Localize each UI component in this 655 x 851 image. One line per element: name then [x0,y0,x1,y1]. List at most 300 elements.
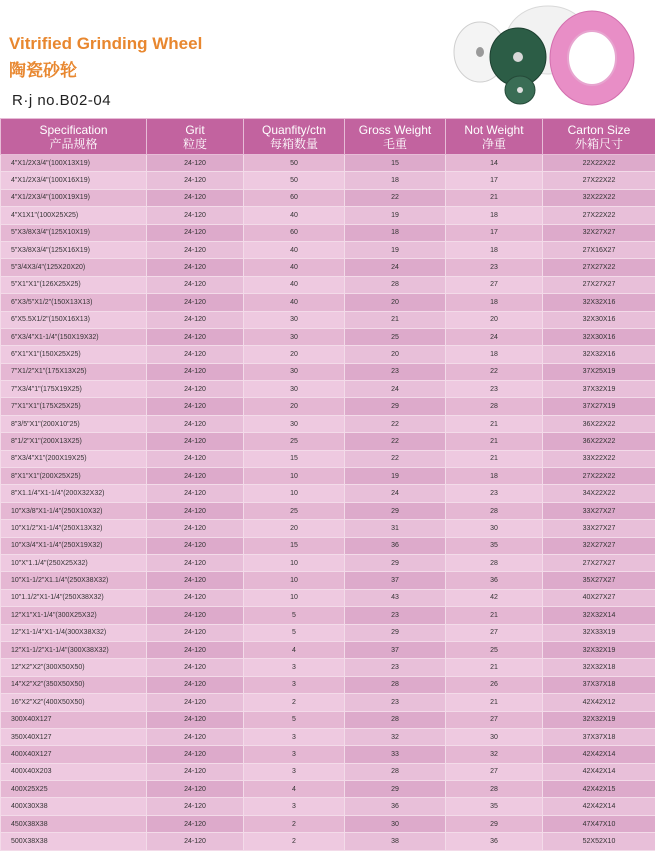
cell-carton-size: 37X37X18 [543,728,655,745]
cell-gross-weight: 22 [345,450,446,467]
cell-specification: 14"X2"X2"(350X50X50) [1,676,147,693]
cell-quantity-per-carton: 50 [244,172,345,189]
cell-net-weight: 27 [446,624,543,641]
column-header-carton-size [543,119,655,155]
cell-grit: 24-120 [147,833,244,850]
cell-quantity-per-carton: 40 [244,259,345,276]
cell-gross-weight: 23 [345,363,446,380]
cell-gross-weight: 22 [345,415,446,432]
cell-specification: 4"X1/2X3/4"(100X16X19) [1,172,147,189]
cell-grit: 24-120 [147,155,244,172]
cell-gross-weight: 28 [345,763,446,780]
cell-carton-size: 27X22X22 [543,468,655,485]
table-row [1,763,655,780]
table-row [1,415,655,432]
cell-gross-weight: 33 [345,746,446,763]
cell-quantity-per-carton: 25 [244,502,345,519]
table-row [1,676,655,693]
cell-quantity-per-carton: 5 [244,711,345,728]
table-row [1,189,655,206]
cell-gross-weight: 29 [345,781,446,798]
table-row [1,155,655,172]
cell-gross-weight: 29 [345,554,446,571]
cell-gross-weight: 28 [345,676,446,693]
cell-specification: 10"X1/2"X1-1/4"(250X13X32) [1,520,147,537]
cell-net-weight: 21 [446,450,543,467]
table-row [1,694,655,711]
table-row [1,589,655,606]
cell-specification: 6"X3/4"X1-1/4"(150X19X32) [1,328,147,345]
cell-net-weight: 35 [446,537,543,554]
cell-gross-weight: 20 [345,346,446,363]
table-header-row [1,119,655,155]
cell-net-weight: 18 [446,241,543,258]
cell-quantity-per-carton: 40 [244,276,345,293]
cell-net-weight: 23 [446,259,543,276]
cell-quantity-per-carton: 2 [244,815,345,832]
cell-net-weight: 20 [446,311,543,328]
column-header-en: Carton Size [567,122,631,137]
cell-carton-size: 47X47X10 [543,815,655,832]
cell-grit: 24-120 [147,572,244,589]
cell-net-weight: 24 [446,328,543,345]
cell-gross-weight: 30 [345,815,446,832]
cell-net-weight: 27 [446,711,543,728]
cell-carton-size: 33X27X27 [543,502,655,519]
table-row [1,781,655,798]
table-row [1,641,655,658]
cell-quantity-per-carton: 50 [244,155,345,172]
cell-net-weight: 18 [446,294,543,311]
cell-net-weight: 25 [446,641,543,658]
cell-specification: 7"X1/2"X1"(175X13X25) [1,363,147,380]
cell-carton-size: 32X22X22 [543,189,655,206]
cell-specification: 10"X"1.1/4"(250X25X32) [1,554,147,571]
cell-specification: 5"3/4X3/4"(125X20X20) [1,259,147,276]
cell-carton-size: 33X27X27 [543,520,655,537]
cell-grit: 24-120 [147,815,244,832]
cell-gross-weight: 22 [345,433,446,450]
cell-net-weight: 28 [446,502,543,519]
cell-grit: 24-120 [147,259,244,276]
cell-quantity-per-carton: 10 [244,589,345,606]
cell-specification: 12"X2"X2"(300X50X50) [1,659,147,676]
cell-specification: 12"X1"X1-1/4"(300X25X32) [1,607,147,624]
cell-carton-size: 36X22X22 [543,433,655,450]
cell-grit: 24-120 [147,415,244,432]
cell-net-weight: 21 [446,607,543,624]
cell-specification: 400X40X203 [1,763,147,780]
cell-quantity-per-carton: 30 [244,311,345,328]
cell-grit: 24-120 [147,607,244,624]
cell-grit: 24-120 [147,294,244,311]
table-row [1,554,655,571]
cell-carton-size: 32X32X19 [543,711,655,728]
cell-carton-size: 37X27X19 [543,398,655,415]
cell-carton-size: 32X32X16 [543,294,655,311]
cell-carton-size: 27X22X22 [543,172,655,189]
cell-quantity-per-carton: 10 [244,468,345,485]
cell-grit: 24-120 [147,468,244,485]
table-row [1,833,655,850]
cell-quantity-per-carton: 3 [244,746,345,763]
table-row [1,537,655,554]
cell-grit: 24-120 [147,554,244,571]
column-header-specification [1,119,147,155]
cell-carton-size: 33X22X22 [543,450,655,467]
table-row [1,381,655,398]
cell-carton-size: 35X27X27 [543,572,655,589]
cell-quantity-per-carton: 15 [244,537,345,554]
cell-quantity-per-carton: 5 [244,624,345,641]
cell-carton-size: 42X42X14 [543,746,655,763]
cell-grit: 24-120 [147,763,244,780]
cell-gross-weight: 37 [345,641,446,658]
cell-specification: 16"X2"X2"(400X50X50) [1,694,147,711]
table-row [1,328,655,345]
cell-specification: 6"X1"X1"(150X25X25) [1,346,147,363]
cell-grit: 24-120 [147,207,244,224]
cell-net-weight: 30 [446,520,543,537]
cell-quantity-per-carton: 30 [244,328,345,345]
cell-net-weight: 18 [446,207,543,224]
cell-gross-weight: 23 [345,659,446,676]
cell-specification: 12"X1-1/2"X1-1/4"(300X38X32) [1,641,147,658]
table-row [1,450,655,467]
cell-net-weight: 35 [446,798,543,815]
cell-quantity-per-carton: 3 [244,659,345,676]
cell-quantity-per-carton: 30 [244,381,345,398]
cell-carton-size: 52X52X10 [543,833,655,850]
page-title: Vitrified Grinding Wheel [9,34,203,53]
cell-specification: 10"X1-1/2"X1.1/4"(250X38X32) [1,572,147,589]
cell-specification: 8"X3/4"X1"(200X19X25) [1,450,147,467]
cell-quantity-per-carton: 25 [244,433,345,450]
cell-carton-size: 42X42X12 [543,694,655,711]
grinding-wheels-photo [450,2,655,110]
table-row [1,572,655,589]
page-title-chinese: 陶瓷砂轮 [9,61,77,80]
table-row [1,815,655,832]
table-row [1,259,655,276]
column-header-en: Specification [39,122,108,137]
cell-grit: 24-120 [147,746,244,763]
cell-grit: 24-120 [147,224,244,241]
cell-carton-size: 37X25X19 [543,363,655,380]
cell-net-weight: 42 [446,589,543,606]
cell-grit: 24-120 [147,172,244,189]
cell-specification: 5"X1"X1"(126X25X25) [1,276,147,293]
table-body [1,155,655,851]
cell-carton-size: 42X42X15 [543,781,655,798]
cell-quantity-per-carton: 3 [244,676,345,693]
table-row [1,172,655,189]
cell-specification: 5"X3/8X3/4"(125X10X19) [1,224,147,241]
column-header-cn: 毛重 [382,136,407,151]
table-row [1,798,655,815]
cell-quantity-per-carton: 2 [244,694,345,711]
cell-quantity-per-carton: 10 [244,554,345,571]
cell-specification: 4"X1/2X3/4"(100X19X19) [1,189,147,206]
cell-quantity-per-carton: 4 [244,781,345,798]
cell-quantity-per-carton: 20 [244,346,345,363]
cell-grit: 24-120 [147,346,244,363]
cell-grit: 24-120 [147,363,244,380]
cell-gross-weight: 23 [345,607,446,624]
cell-quantity-per-carton: 15 [244,450,345,467]
cell-carton-size: 32X27X27 [543,537,655,554]
specification-table [0,118,655,851]
cell-specification: 400X30X38 [1,798,147,815]
cell-net-weight: 14 [446,155,543,172]
cell-grit: 24-120 [147,798,244,815]
table-row [1,241,655,258]
cell-quantity-per-carton: 20 [244,520,345,537]
cell-gross-weight: 24 [345,259,446,276]
cell-net-weight: 23 [446,485,543,502]
cell-gross-weight: 32 [345,728,446,745]
cell-grit: 24-120 [147,276,244,293]
table-row [1,659,655,676]
column-header-cn: 粒度 [182,136,207,151]
cell-quantity-per-carton: 20 [244,398,345,415]
cell-carton-size: 27X27X27 [543,276,655,293]
cell-grit: 24-120 [147,589,244,606]
cell-specification: 8"3/5"X1"(200X10"25) [1,415,147,432]
cell-specification: 7"X3/4"1"(175X19X25) [1,381,147,398]
cell-gross-weight: 43 [345,589,446,606]
table-row [1,468,655,485]
cell-net-weight: 18 [446,346,543,363]
cell-specification: 450X38X38 [1,815,147,832]
table-row [1,746,655,763]
cell-gross-weight: 23 [345,694,446,711]
table-row [1,276,655,293]
cell-gross-weight: 18 [345,172,446,189]
column-header-cn: 外箱尺寸 [574,136,623,151]
cell-quantity-per-carton: 10 [244,572,345,589]
cell-net-weight: 17 [446,224,543,241]
cell-carton-size: 42X42X14 [543,798,655,815]
column-header-cn: 每箱数量 [269,136,318,151]
cell-specification: 500X38X38 [1,833,147,850]
cell-grit: 24-120 [147,676,244,693]
cell-net-weight: 21 [446,189,543,206]
cell-quantity-per-carton: 60 [244,224,345,241]
cell-specification: 7"X1"X1"(175X25X25) [1,398,147,415]
table-row [1,485,655,502]
cell-grit: 24-120 [147,641,244,658]
cell-carton-size: 42X42X14 [543,763,655,780]
cell-specification: 400X40X127 [1,746,147,763]
cell-quantity-per-carton: 3 [244,763,345,780]
cell-specification: 10"X3/4"X1-1/4"(250X19X32) [1,537,147,554]
cell-net-weight: 36 [446,572,543,589]
cell-carton-size: 27X27X27 [543,554,655,571]
cell-net-weight: 28 [446,781,543,798]
reference-number: R·j no.B02-04 [12,92,112,109]
cell-specification: 10"1.1/2"X1-1/4"(250X38X32) [1,589,147,606]
cell-grit: 24-120 [147,659,244,676]
cell-gross-weight: 20 [345,294,446,311]
cell-gross-weight: 19 [345,207,446,224]
cell-gross-weight: 25 [345,328,446,345]
cell-specification: 6"X3/5"X1/2"(150X13X13) [1,294,147,311]
cell-net-weight: 36 [446,833,543,850]
cell-carton-size: 32X32X16 [543,346,655,363]
cell-carton-size: 32X27X27 [543,224,655,241]
table-row [1,711,655,728]
cell-net-weight: 21 [446,415,543,432]
cell-carton-size: 32X32X14 [543,607,655,624]
cell-gross-weight: 29 [345,624,446,641]
column-header-quantity-per-carton [244,119,345,155]
cell-specification: 8"1/2"X1"(200X13X25) [1,433,147,450]
cell-carton-size: 34X22X22 [543,485,655,502]
cell-quantity-per-carton: 10 [244,485,345,502]
cell-grit: 24-120 [147,537,244,554]
column-header-en: Quanfity/ctn [261,122,327,137]
cell-grit: 24-120 [147,711,244,728]
column-header-cn: 净重 [481,136,506,151]
table-row [1,398,655,415]
cell-grit: 24-120 [147,485,244,502]
cell-quantity-per-carton: 5 [244,607,345,624]
cell-gross-weight: 31 [345,520,446,537]
cell-grit: 24-120 [147,241,244,258]
cell-carton-size: 32X30X16 [543,311,655,328]
table-row [1,728,655,745]
cell-gross-weight: 37 [345,572,446,589]
cell-quantity-per-carton: 3 [244,798,345,815]
cell-carton-size: 27X22X22 [543,207,655,224]
cell-specification: 350X40X127 [1,728,147,745]
cell-net-weight: 32 [446,746,543,763]
cell-net-weight: 28 [446,398,543,415]
cell-net-weight: 30 [446,728,543,745]
cell-carton-size: 37X37X18 [543,676,655,693]
cell-net-weight: 26 [446,676,543,693]
cell-carton-size: 36X22X22 [543,415,655,432]
column-header-en: Not Weight [464,122,524,137]
cell-specification: 4"X1/2X3/4"(100X13X19) [1,155,147,172]
cell-grit: 24-120 [147,189,244,206]
cell-grit: 24-120 [147,328,244,345]
cell-gross-weight: 28 [345,276,446,293]
column-header-gross-weight [345,119,446,155]
table-row [1,433,655,450]
cell-grit: 24-120 [147,781,244,798]
cell-net-weight: 21 [446,433,543,450]
cell-net-weight: 21 [446,659,543,676]
cell-carton-size: 27X27X22 [543,259,655,276]
cell-grit: 24-120 [147,728,244,745]
cell-specification: 4"X1X1"(100X25X25) [1,207,147,224]
table-row [1,346,655,363]
cell-gross-weight: 19 [345,241,446,258]
cell-specification: 8"X1.1/4"X1-1/4"(200X32X32) [1,485,147,502]
table-row [1,224,655,241]
cell-specification: 6"X5.5X1/2"(150X16X13) [1,311,147,328]
cell-carton-size: 32X30X16 [543,328,655,345]
cell-net-weight: 29 [446,815,543,832]
cell-specification: 12"X1-1/4"X1-1/4(300X38X32) [1,624,147,641]
table-row [1,520,655,537]
cell-gross-weight: 22 [345,189,446,206]
cell-quantity-per-carton: 3 [244,728,345,745]
cell-grit: 24-120 [147,520,244,537]
cell-gross-weight: 29 [345,502,446,519]
cell-net-weight: 18 [446,468,543,485]
cell-grit: 24-120 [147,311,244,328]
cell-grit: 24-120 [147,450,244,467]
cell-carton-size: 32X32X19 [543,641,655,658]
table-row [1,502,655,519]
cell-quantity-per-carton: 30 [244,363,345,380]
cell-net-weight: 27 [446,763,543,780]
cell-gross-weight: 29 [345,398,446,415]
cell-quantity-per-carton: 40 [244,207,345,224]
cell-gross-weight: 24 [345,485,446,502]
column-header-en: Grit [185,122,205,137]
cell-quantity-per-carton: 40 [244,294,345,311]
cell-quantity-per-carton: 30 [244,415,345,432]
cell-gross-weight: 21 [345,311,446,328]
column-header-en: Gross Weight [358,122,432,137]
table-row [1,607,655,624]
cell-grit: 24-120 [147,502,244,519]
cell-specification: 10"X3/8"X1-1/4"(250X10X32) [1,502,147,519]
column-header-cn: 产品规格 [49,136,98,151]
table-row [1,363,655,380]
cell-quantity-per-carton: 40 [244,241,345,258]
cell-quantity-per-carton: 4 [244,641,345,658]
cell-carton-size: 32X32X18 [543,659,655,676]
cell-specification: 300X40X127 [1,711,147,728]
cell-grit: 24-120 [147,433,244,450]
cell-gross-weight: 18 [345,224,446,241]
cell-net-weight: 23 [446,381,543,398]
cell-specification: 5"X3/8X3/4"(125X16X19) [1,241,147,258]
cell-quantity-per-carton: 60 [244,189,345,206]
cell-net-weight: 27 [446,276,543,293]
cell-gross-weight: 15 [345,155,446,172]
column-header-grit [147,119,244,155]
cell-carton-size: 22X22X22 [543,155,655,172]
cell-carton-size: 37X32X19 [543,381,655,398]
cell-specification: 8"X1"X1"(200X25X25) [1,468,147,485]
cell-grit: 24-120 [147,624,244,641]
cell-gross-weight: 28 [345,711,446,728]
cell-quantity-per-carton: 2 [244,833,345,850]
cell-carton-size: 40X27X27 [543,589,655,606]
cell-net-weight: 28 [446,554,543,571]
cell-gross-weight: 36 [345,798,446,815]
cell-grit: 24-120 [147,398,244,415]
table-row [1,624,655,641]
cell-carton-size: 27X16X27 [543,241,655,258]
table-row [1,207,655,224]
cell-net-weight: 17 [446,172,543,189]
cell-grit: 24-120 [147,381,244,398]
cell-carton-size: 32X33X19 [543,624,655,641]
cell-net-weight: 22 [446,363,543,380]
cell-grit: 24-120 [147,694,244,711]
column-header-net-weight [446,119,543,155]
cell-gross-weight: 24 [345,381,446,398]
table-row [1,311,655,328]
cell-net-weight: 21 [446,694,543,711]
